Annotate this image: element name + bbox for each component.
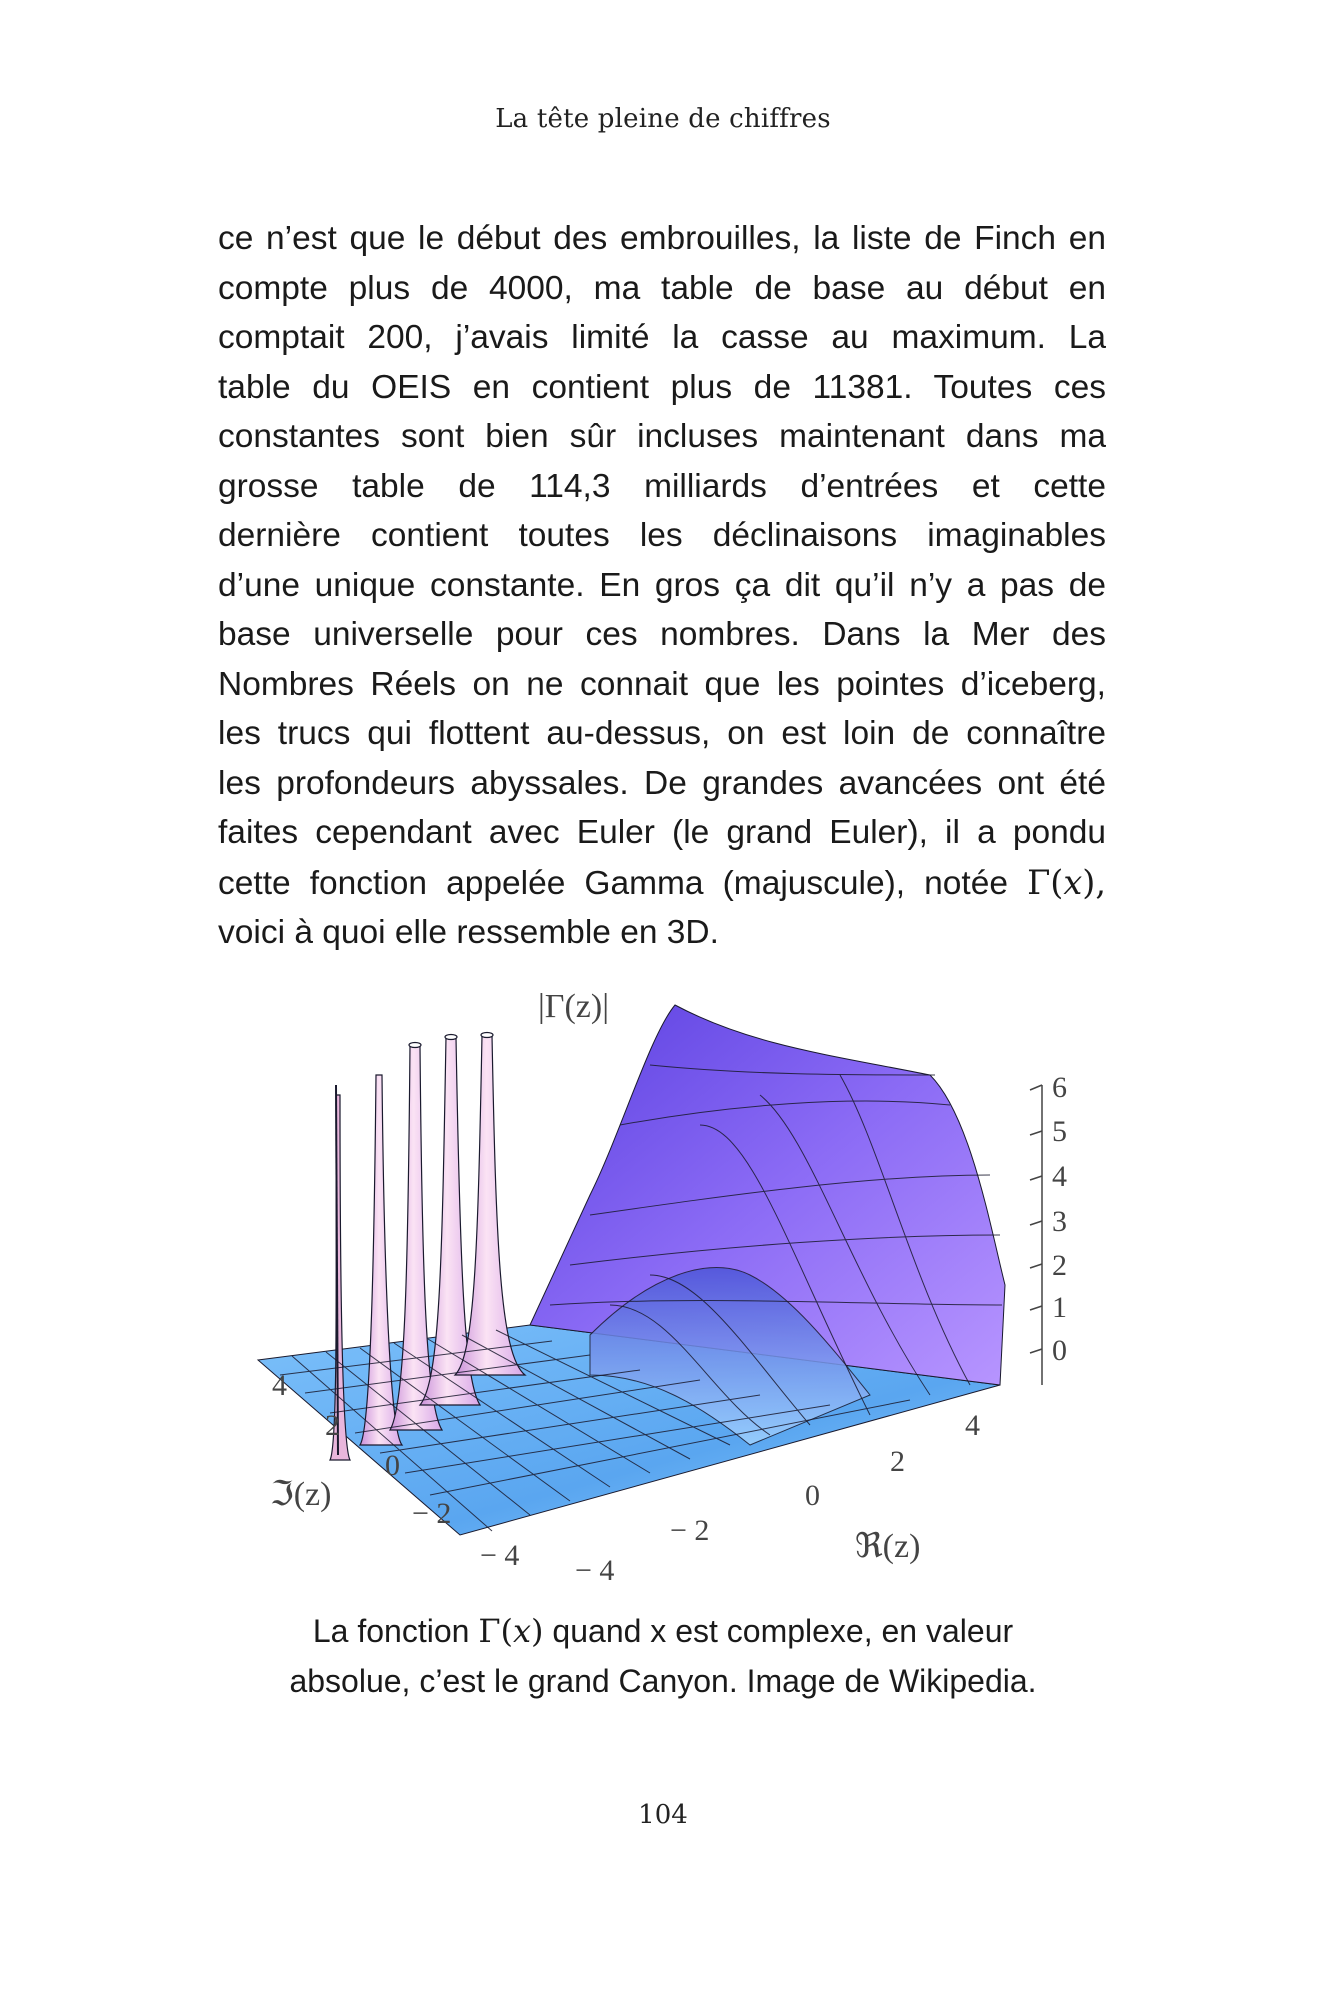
caption-text: quand x est complexe, en valeur: [543, 1613, 1014, 1649]
re-tick-label: 2: [890, 1445, 905, 1478]
pole-rim: [445, 1035, 457, 1040]
text-line: comptait 200, j’avais limité la casse au maximum. La: [218, 319, 1106, 356]
z-tick-label: 3: [1052, 1205, 1067, 1238]
text-line: grosse table de 114,3 milliards d’entrées et cette: [218, 467, 1106, 505]
text-line: les trucs qui flottent au-dessus, on est loin de connaître: [218, 715, 1106, 752]
im-tick-label: − 2: [412, 1497, 452, 1530]
caption-line-1: [0, 1606, 1326, 1656]
z-axis-label: |Γ(z)|: [538, 988, 610, 1025]
z-tick-label: 6: [1052, 1071, 1067, 1104]
text-line: voici à quoi elle ressemble en 3D.: [218, 914, 719, 951]
z-tick-label: 1: [1052, 1291, 1067, 1324]
z-tick-labels: [1052, 1071, 1067, 1367]
text-line: faites cependant avec Euler (le grand Euler), il a pondu: [218, 814, 1106, 851]
z-tick-label: 0: [1052, 1334, 1067, 1367]
text-line: Nombres Réels on ne connait que les pointes d’iceberg,: [218, 665, 1106, 703]
text-line: constantes sont bien sûr incluses maintenant dans ma: [218, 418, 1106, 455]
re-tick-label: − 2: [670, 1514, 710, 1547]
text-line: dernière contient toutes les déclinaisons imaginables: [218, 517, 1106, 554]
figure-caption: [0, 1606, 1326, 1706]
text-line: table du OEIS en contient plus de 11381. Toutes ces: [218, 368, 1106, 406]
running-head: La tête pleine de chiffres: [495, 104, 831, 134]
caption-line-2: absolue, c’est le grand Canyon. Image de Wikipedia.: [289, 1663, 1037, 1699]
re-axis-label: ℜ(z): [855, 1528, 921, 1565]
z-tick-label: 5: [1052, 1115, 1067, 1148]
z-tick-label: 2: [1052, 1249, 1067, 1282]
im-tick-label: 4: [272, 1369, 287, 1402]
im-axis-label: ℑ(z): [270, 1476, 332, 1513]
caption-text: La fonction: [312, 1613, 479, 1649]
text-line: compte plus de 4000, ma table de base au début en: [218, 269, 1106, 307]
text-fragment: cette fonction appelée Gamma (majuscule), notée: [218, 864, 1028, 902]
text-line: ce n’est que le début des embrouilles, la liste de Finch en: [218, 220, 1106, 257]
text-line: les profondeurs abyssales. De grandes avancées ont été: [218, 764, 1106, 802]
re-tick-label: − 4: [575, 1554, 615, 1587]
gamma-notation: Γ(𝑥),: [1027, 862, 1106, 902]
im-tick-label: 0: [385, 1449, 400, 1482]
re-tick-label: 4: [965, 1409, 980, 1442]
z-axis: [1030, 1085, 1042, 1385]
text-line-with-math: [218, 858, 1106, 909]
pole-rim: [481, 1033, 493, 1038]
gamma-3d-svg: [230, 975, 1090, 1595]
body-paragraph: [218, 214, 1106, 958]
text-line: base universelle pour ces nombres. Dans la Mer des: [218, 616, 1106, 653]
gamma-notation: Γ(𝑥): [478, 1612, 544, 1650]
im-tick-label: 2: [325, 1409, 340, 1442]
pole-rim: [409, 1043, 421, 1048]
im-tick-label: − 4: [480, 1539, 520, 1572]
gamma-3d-plot: [230, 975, 1090, 1595]
z-tick-label: 4: [1052, 1160, 1067, 1193]
text-line: d’une unique constante. En gros ça dit qu’il n’y a pas de: [218, 566, 1106, 604]
re-tick-label: 0: [805, 1479, 820, 1512]
page-number: 104: [638, 1800, 688, 1830]
